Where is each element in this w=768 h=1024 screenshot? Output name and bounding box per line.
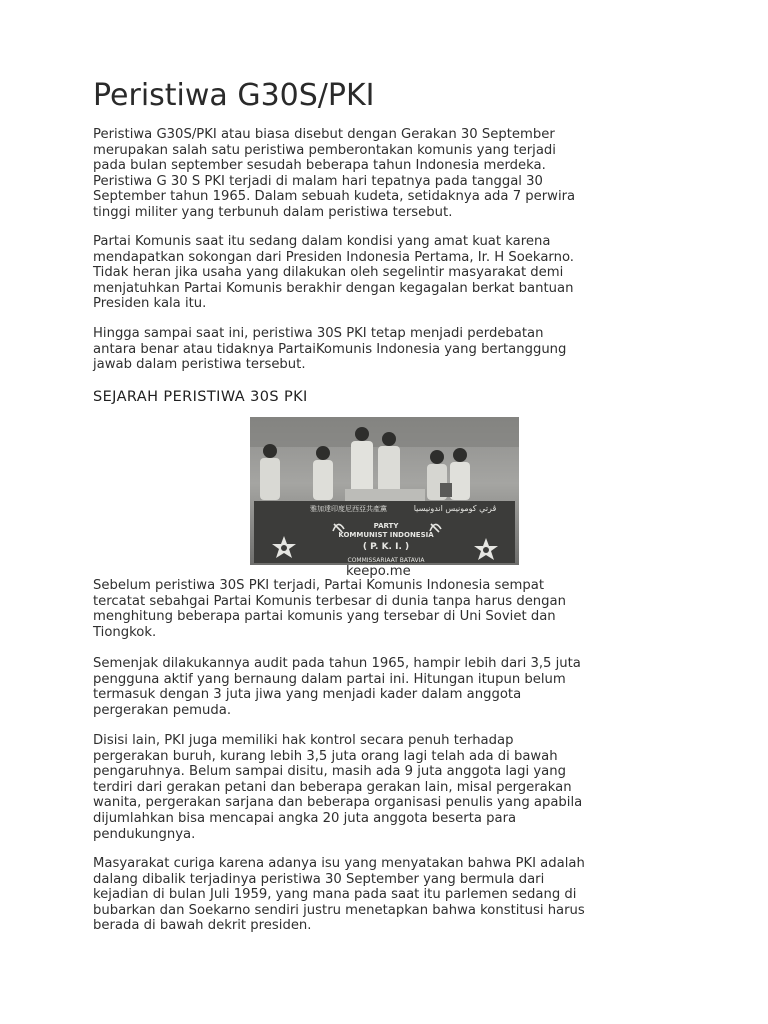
- body-paragraph-4: [93, 856, 585, 934]
- banner-name-text: KOMMUNIST INDONESIA: [338, 531, 434, 539]
- text-line: kejadian di bulan Juli 1959, yang mana pada saat itu parlemen sedang di: [93, 887, 577, 903]
- text-line: merupakan salah satu peristiwa pemberontakan komunis yang terjadi: [93, 142, 556, 158]
- text-line: wanita, pergerakan sarjana dan beberapa organisasi penulis yang apabila: [93, 795, 583, 811]
- body-paragraph-3: [93, 733, 582, 842]
- text-line: dijumlahkan bisa mencapai angka 20 juta anggota beserta para: [93, 810, 517, 826]
- text-line: pendukungnya.: [93, 826, 196, 842]
- text-line: Masyarakat curiga karena adanya isu yang menyatakan bahwa PKI adalah: [93, 856, 585, 871]
- intro-paragraph-1: [93, 127, 575, 221]
- text-line: Tidak heran jika usaha yang dilakukan oleh segelintir masyarakat demi: [93, 265, 564, 281]
- party-banner: [254, 501, 515, 564]
- text-line: jawab dalam peristiwa tersebut.: [93, 357, 306, 373]
- text-line: termasuk dengan 3 juta jiwa yang menjadi kader dalam anggota: [93, 687, 522, 703]
- banner-party-text: PARTY: [373, 522, 399, 530]
- intro-paragraph-3: [93, 326, 566, 373]
- text-line: mendapatkan sokongan dari Presiden Indonesia Pertama, Ir. H Soekarno.: [93, 249, 574, 265]
- text-line: pada bulan september sesudah beberapa tahun Indonesia merdeka.: [93, 158, 546, 174]
- historical-photo: [250, 417, 519, 565]
- text-line: Peristiwa G 30 S PKI terjadi di malam hari tepatnya pada tanggal 30: [93, 173, 543, 189]
- text-line: menghitung beberapa partai komunis yang tersebar di Uni Soviet dan: [93, 609, 556, 625]
- text-line: Peristiwa G30S/PKI atau biasa disebut dengan Gerakan 30 September: [93, 127, 555, 142]
- text-line: tinggi militer yang terbunuh dalam peristiwa tersebut.: [93, 204, 453, 220]
- text-line: Semenjak dilakukannya audit pada tahun 1965, hampir lebih dari 3,5 juta: [93, 656, 581, 671]
- text-line: September tahun 1965. Dalam sebuah kudeta, setidaknya ada 7 perwira: [93, 189, 576, 205]
- text-line: Presiden kala itu.: [93, 296, 207, 312]
- text-line: pengguna aktif yang bernaung dalam partai ini. Hitungan itupun belum: [93, 671, 566, 687]
- body-paragraph-2: [93, 656, 581, 718]
- text-line: pergerakan pemuda.: [93, 702, 232, 718]
- text-line: Disisi lain, PKI juga memiliki hak kontrol secara penuh terhadap: [93, 733, 514, 748]
- text-line: pergerakan buruh, kurang lebih 3,5 juta orang lagi telah ada di bawah: [93, 748, 558, 764]
- page-title: Peristiwa G30S/PKI: [93, 78, 375, 113]
- banner-chinese-text: 雅加達印度尼西亞共產黨: [310, 505, 387, 513]
- banner-arabic-text: ڤرتي كومونيس اندونيسيا: [413, 504, 497, 513]
- text-line: tercatat sebahgai Partai Komunis terbesar di dunia tanpa harus dengan: [93, 593, 566, 609]
- text-line: dalang dibalik terjadinya peristiwa 30 September yang bermula dari: [93, 871, 545, 887]
- text-line: Tiongkok.: [93, 624, 157, 640]
- photo-caption: keepo.me: [346, 564, 411, 579]
- text-line: Partai Komunis saat itu sedang dalam kondisi yang amat kuat karena: [93, 234, 551, 249]
- text-line: Hingga sampai saat ini, peristiwa 30S PKI tetap menjadi perdebatan: [93, 326, 544, 341]
- text-line: terdiri dari gerakan petani dan beberapa gerakan lain, misal pergerakan: [93, 779, 572, 795]
- text-line: menjatuhkan Partai Komunis berakhir dengan kegagalan berkat bantuan: [93, 280, 574, 296]
- text-line: pengaruhnya. Belum sampai disitu, masih ada 9 juta anggota lagi yang: [93, 764, 566, 780]
- intro-paragraph-2: [93, 234, 574, 312]
- body-paragraph-1: [93, 578, 566, 640]
- text-line: bubarkan dan Soekarno sendiri justru menetapkan bahwa konstitusi harus: [93, 902, 585, 918]
- text-line: berada di bawah dekrit presiden.: [93, 918, 312, 934]
- text-line: Sebelum peristiwa 30S PKI terjadi, Partai Komunis Indonesia sempat: [93, 578, 544, 593]
- text-line: antara benar atau tidaknya PartaiKomunis Indonesia yang bertanggung: [93, 341, 567, 357]
- section-heading: SEJARAH PERISTIWA 30S PKI: [93, 389, 308, 405]
- banner-commissariat-text: COMMISSARIAAT BATAVIA: [347, 557, 425, 564]
- banner-abbr-text: ( P. K. I. ): [362, 542, 410, 552]
